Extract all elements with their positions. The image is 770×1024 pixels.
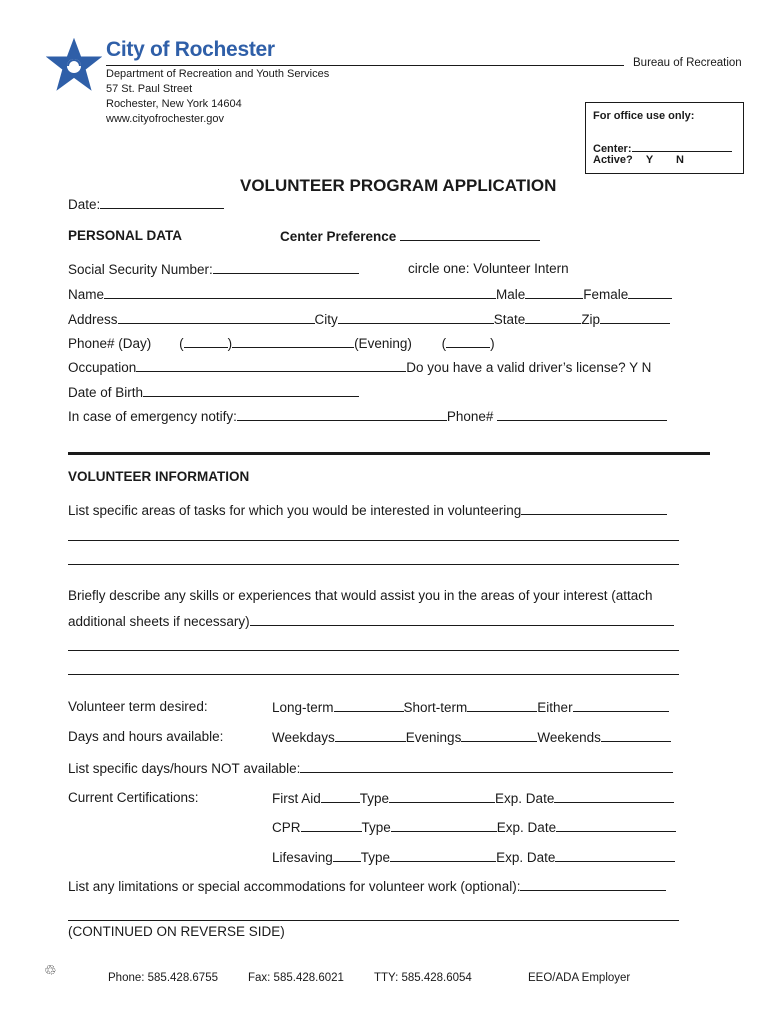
skills-question-2: additional sheets if necessary): [68, 614, 250, 629]
skills-field[interactable]: [250, 613, 674, 626]
dob-row: [68, 384, 359, 400]
phone-row: [68, 335, 495, 351]
phone-evening-label: (Evening): [354, 336, 412, 351]
limitations-field[interactable]: [520, 878, 666, 891]
office-active-row: [593, 154, 684, 166]
emergency-label: In case of emergency notify:: [68, 409, 237, 424]
lifesaving-type-field[interactable]: [390, 849, 496, 862]
female-field[interactable]: [628, 286, 672, 299]
weekends-label: Weekends: [537, 730, 601, 745]
office-use-title: For office use only:: [593, 110, 695, 122]
office-active-no[interactable]: N: [676, 154, 684, 166]
weekends-field[interactable]: [601, 729, 671, 742]
limitations-line-2[interactable]: [68, 920, 679, 921]
cpr-label: CPR: [272, 820, 301, 835]
short-term-label: Short-term: [403, 700, 468, 715]
date-row: [68, 196, 224, 212]
lifesaving-label: Lifesaving: [272, 850, 333, 865]
emergency-phone-field[interactable]: [497, 408, 667, 421]
bureau-label: Bureau of Recreation: [633, 57, 742, 69]
city-label: City: [314, 312, 338, 327]
weekdays-field[interactable]: [335, 729, 406, 742]
long-term-label: Long-term: [272, 700, 334, 715]
form-title: VOLUNTEER PROGRAM APPLICATION: [240, 176, 557, 195]
center-preference-field[interactable]: [400, 228, 540, 241]
ssn-field[interactable]: [213, 261, 359, 274]
term-label: Volunteer term desired:: [68, 699, 208, 714]
limitations-row: [68, 878, 666, 894]
address-line: www.cityofrochester.gov: [106, 113, 224, 125]
male-label: Male: [496, 287, 526, 302]
office-use-box: [585, 102, 744, 174]
not-available-label: List specific days/hours NOT available:: [68, 761, 301, 776]
tasks-line-2[interactable]: [68, 540, 679, 541]
certs-label: Current Certifications:: [68, 790, 199, 805]
first-aid-label: First Aid: [272, 791, 321, 806]
first-aid-type-field[interactable]: [389, 790, 495, 803]
emergency-field[interactable]: [237, 408, 447, 421]
days-options: [272, 729, 671, 745]
office-active-yes[interactable]: Y: [645, 154, 653, 166]
date-label: Date:: [68, 197, 101, 212]
volunteer-info-heading: VOLUNTEER INFORMATION: [68, 469, 250, 484]
either-label: Either: [537, 700, 573, 715]
cpr-type-label: Type: [361, 820, 391, 835]
org-title: City of Rochester: [106, 38, 275, 61]
first-aid-exp-field[interactable]: [554, 790, 674, 803]
female-label: Female: [583, 287, 629, 302]
dob-field[interactable]: [143, 384, 359, 397]
skills-question-1: Briefly describe any skills or experiences that would assist you in the areas of your interest (attach: [68, 588, 653, 603]
first-aid-type-label: Type: [359, 791, 390, 806]
short-term-field[interactable]: [467, 699, 537, 712]
center-preference-label: Center Preference: [280, 229, 397, 244]
phone-day-label: Phone# (Day): [68, 336, 152, 351]
footer-tty: TTY: 585.428.6054: [374, 972, 472, 984]
lifesaving-field[interactable]: [333, 849, 361, 862]
phone-evening-area[interactable]: ( ): [441, 336, 495, 351]
emergency-row: [68, 408, 667, 424]
male-field[interactable]: [525, 286, 583, 299]
occupation-label: Occupation: [68, 360, 137, 375]
tasks-line-3[interactable]: [68, 564, 679, 565]
either-field[interactable]: [573, 699, 669, 712]
city-field[interactable]: [338, 311, 494, 324]
cpr-exp-field[interactable]: [556, 819, 676, 832]
circle-one-options[interactable]: circle one: Volunteer Intern: [408, 261, 569, 276]
occupation-row: [68, 359, 651, 375]
tasks-question: List specific areas of tasks for which you would be interested in volunteering: [68, 503, 522, 518]
tasks-row: [68, 502, 667, 518]
lifesaving-type-label: Type: [360, 850, 391, 865]
footer-fax: Fax: 585.428.6021: [248, 972, 344, 984]
evenings-label: Evenings: [405, 730, 462, 745]
footer-phone: Phone: 585.428.6755: [108, 972, 218, 984]
days-label: Days and hours available:: [68, 729, 224, 744]
state-field[interactable]: [525, 311, 581, 324]
zip-label: Zip: [581, 312, 601, 327]
zip-field[interactable]: [600, 311, 670, 324]
skills-line-3[interactable]: [68, 674, 679, 675]
address-line: 57 St. Paul Street: [106, 83, 193, 95]
cert-cpr-row: [272, 819, 676, 835]
lifesaving-exp-field[interactable]: [555, 849, 675, 862]
name-field[interactable]: [104, 286, 496, 299]
office-center-row: [593, 139, 732, 155]
address-row: [68, 311, 670, 327]
personal-data-heading: PERSONAL DATA: [68, 228, 183, 243]
date-field[interactable]: [100, 196, 224, 209]
office-active-label: Active?: [593, 154, 633, 166]
continued-note: (CONTINUED ON REVERSE SIDE): [68, 924, 285, 939]
section-divider: [68, 452, 710, 455]
name-label: Name: [68, 287, 105, 302]
state-label: State: [493, 312, 526, 327]
cpr-type-field[interactable]: [391, 819, 497, 832]
address-line: Rochester, New York 14604: [106, 98, 242, 110]
skills-line-2[interactable]: [68, 650, 679, 651]
center-preference-row: [280, 228, 540, 244]
phone-day-field[interactable]: [232, 335, 354, 348]
phone-day-area[interactable]: ( ): [179, 336, 233, 351]
tasks-field[interactable]: [521, 502, 667, 515]
footer-eeo: EEO/ADA Employer: [528, 972, 631, 984]
recycle-icon: ♲: [44, 962, 57, 978]
long-term-field[interactable]: [334, 699, 404, 712]
cpr-exp-label: Exp. Date: [496, 820, 557, 835]
name-row: [68, 286, 672, 302]
not-available-field[interactable]: [300, 760, 673, 773]
drivers-license-question[interactable]: Do you have a valid driver’s license? Y N: [406, 360, 652, 375]
emergency-phone-label: Phone#: [446, 409, 494, 424]
city-star-logo-icon: [46, 38, 102, 94]
dob-label: Date of Birth: [68, 385, 144, 400]
ssn-label: Social Security Number:: [68, 262, 213, 277]
address-field[interactable]: [118, 311, 315, 324]
office-center-label: Center:: [593, 143, 632, 155]
term-options: [272, 699, 669, 715]
office-center-field[interactable]: [632, 139, 732, 152]
occupation-field[interactable]: [136, 359, 406, 372]
cert-first-aid-row: [272, 790, 674, 806]
address-line: Department of Recreation and Youth Services: [106, 68, 330, 80]
weekdays-label: Weekdays: [272, 730, 335, 745]
cert-lifesaving-row: [272, 849, 675, 865]
first-aid-field[interactable]: [321, 790, 360, 803]
limitations-label: List any limitations or special accommodations for volunteer work (optional):: [68, 879, 521, 894]
evenings-field[interactable]: [461, 729, 537, 742]
skills-row: [68, 613, 674, 629]
not-available-row: [68, 760, 673, 776]
cpr-field[interactable]: [301, 819, 362, 832]
first-aid-exp-label: Exp. Date: [495, 791, 555, 806]
ssn-row: [68, 261, 359, 277]
lifesaving-exp-label: Exp. Date: [496, 850, 556, 865]
address-label: Address: [68, 312, 118, 327]
